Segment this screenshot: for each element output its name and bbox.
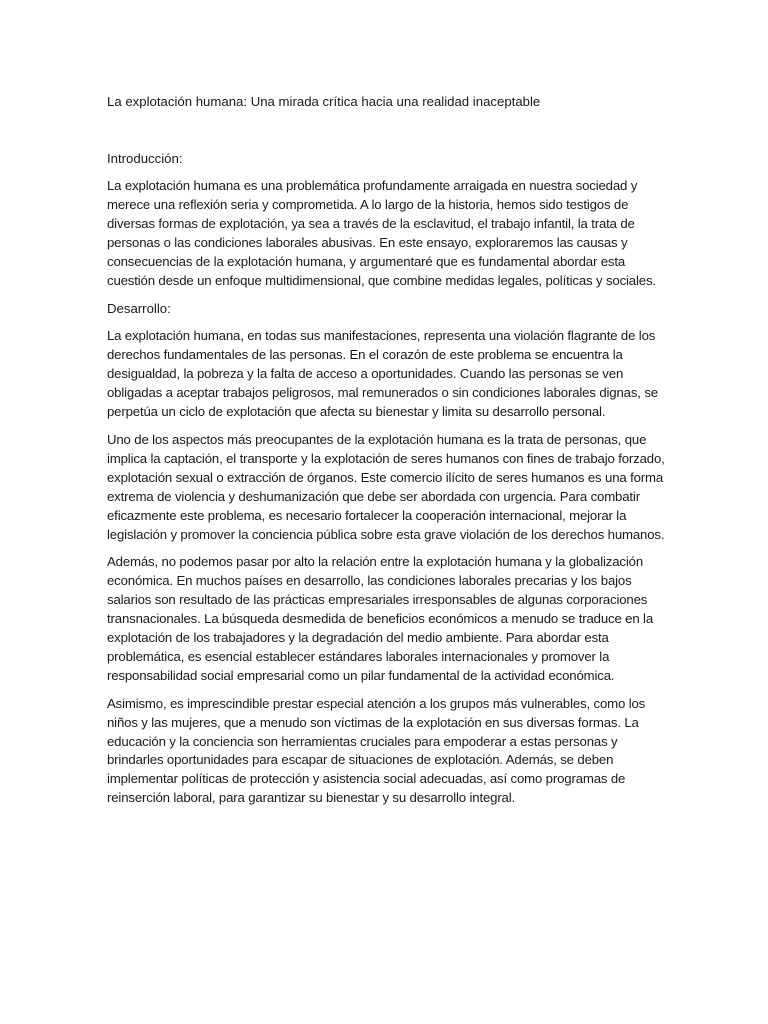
intro-paragraph: La explotación humana es una problemática profundamente arraigada en nuestra sociedad y merece una reflexión seria y comprometida. A lo largo de la historia, hemos sido testigos de diversas formas de explotación, ya sea a través de la esclavitud, el trabajo infantil, la trata de personas o las condiciones laborales abusivas. En este ensayo, exploraremos las causas y consecuencias de la explotación humana, y argumentaré que es fundamental abordar esta cuestión desde un enfoque multidimensional, que combine medidas legales, políticas y sociales.: [107, 178, 656, 288]
body-paragraph-4: Asimismo, es imprescindible prestar especial atención a los grupos más vulnerables, como los niños y las mujeres, que a menudo son víctimas de la explotación en sus diversas formas. La educación y la conciencia son herramientas cruciales para empoderar a estas personas y brindarles oportunidades para escapar de situaciones de explotación. Además, se deben implementar políticas de protección y asistencia social adecuadas, así como programas de reinserción laboral, para garantizar su bienestar y su desarrollo integral.: [107, 695, 646, 806]
body-paragraph-2: Uno de los aspectos más preocupantes de la explotación humana es la trata de personas, que implica la captación, el transporte y la explotación de seres humanos con fines de trabajo forzado, explotación sexual o extracción de órganos. Este comercio ilícito de seres humanos es una forma extrema de violencia y deshumanización que debe ser abordada con urgencia. Para combatir eficazmente este problema, es necesario fortalecer la cooperación internacional, mejorar la legislación y promover la conciencia pública sobre esta grave violación de los derechos humanos.: [107, 431, 665, 542]
document-title: La explotación humana: Una mirada crítica hacia una realidad inaceptable: [107, 94, 541, 109]
body-paragraph-3: Además, no podemos pasar por alto la relación entre la explotación humana y la globalización económica. En muchos países en desarrollo, las condiciones laborales precarias y los bajos salarios son resultado de las prácticas empresariales irresponsables de algunas corporaciones transnacionales. La búsqueda desmedida de beneficios económicos a menudo se traduce en la explotación de los trabajadores y la degradación del medio ambiente. Para abordar esta problemática, es esencial establecer estándares laborales internacionales y promover la responsabilidad social empresarial como un pilar fundamental de la actividad económica.: [107, 554, 654, 683]
intro-heading: Introducción:: [107, 151, 183, 166]
body-paragraph-1: La explotación humana, en todas sus manifestaciones, representa una violación flagrante de los derechos fundamentales de las personas. En el corazón de este problema se encuentra la desigualdad, la pobreza y la falta de acceso a oportunidades. Cuando las personas se ven obligadas a aceptar trabajos peligrosos, mal remunerados o sin condiciones laborales dignas, se perpetúa un ciclo de explotación que afecta su bienestar y limita su desarrollo personal.: [107, 328, 658, 420]
development-heading: Desarrollo:: [107, 301, 171, 317]
document-page: [107, 92, 667, 808]
